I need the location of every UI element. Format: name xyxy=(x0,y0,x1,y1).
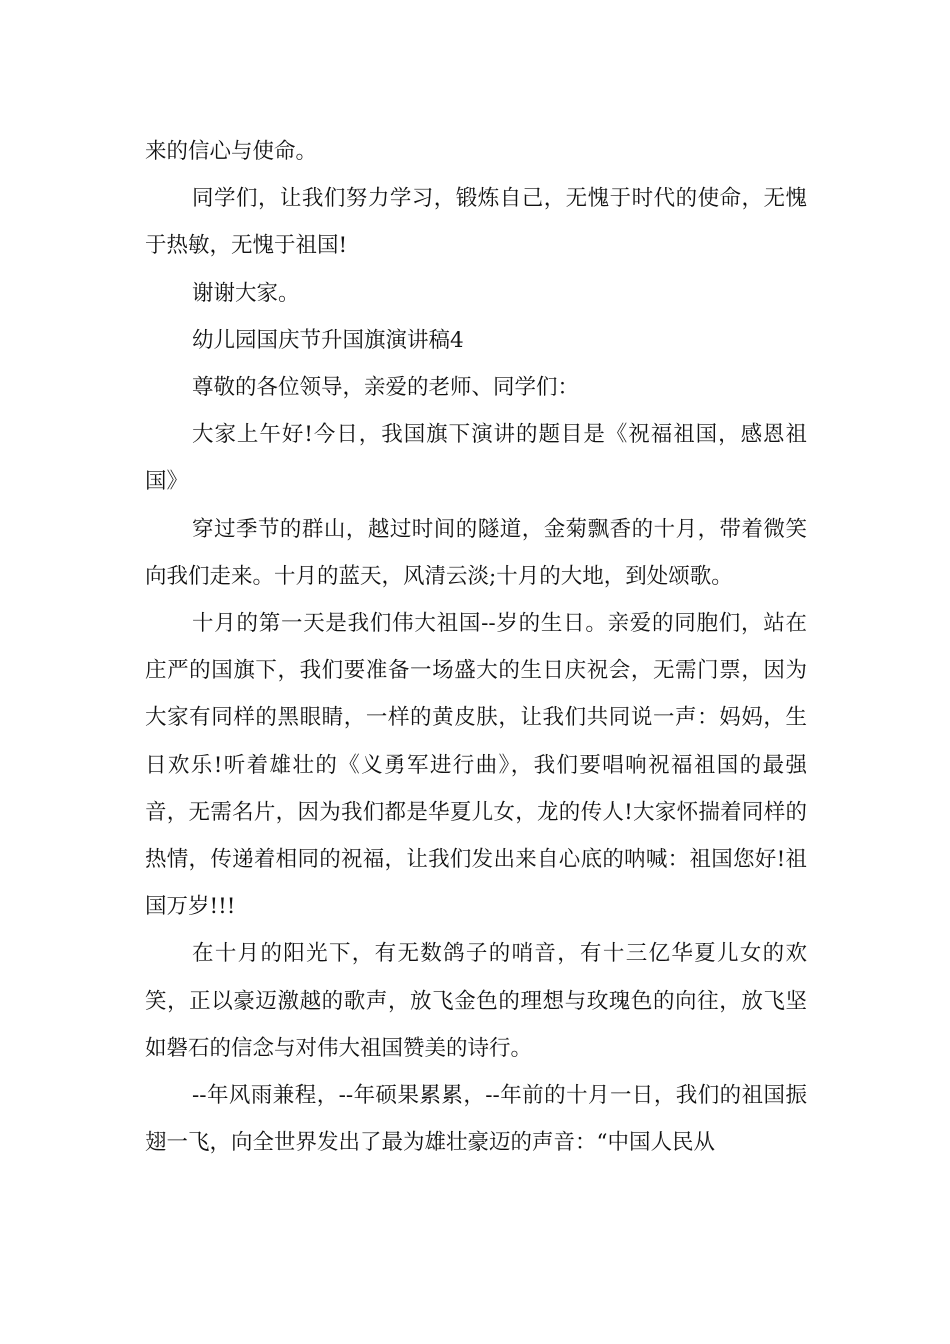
document-body xyxy=(145,128,807,1166)
paragraph-9: 在十月的阳光下，有无数鸽子的哨音，有十三亿华夏儿女的欢笑，正以豪迈激越的歌声，放飞金色的理想与玫瑰色的向往，放飞坚如磐石的信念与对伟大祖国赞美的诗行。 xyxy=(145,941,807,1061)
section-heading: 幼儿园国庆节升国旗演讲稿4 xyxy=(192,327,464,353)
paragraph-10: --年风雨兼程，--年硕果累累，--年前的十月一日，我们的祖国振翅一飞，向全世界发出了最为雄壮豪迈的声音：“中国人民从 xyxy=(145,1083,807,1156)
salutation: 尊敬的各位领导，亲爱的老师、同学们： xyxy=(192,375,580,401)
paragraph-1: 来的信心与使命。 xyxy=(145,139,318,164)
paragraph-7: 穿过季节的群山，越过时间的隧道，金菊飘香的十月，带着微笑向我们走来。十月的蓝天，风清云淡;十月的大地，到处颂歌。 xyxy=(145,516,807,589)
paragraph-6: 大家上午好!今日，我国旗下演讲的题目是《祝福祖国，感恩祖国》 xyxy=(145,422,807,495)
paragraph-3: 谢谢大家。 xyxy=(192,280,300,306)
paragraph-2: 同学们，让我们努力学习，锻炼自己，无愧于时代的使命，无愧于热敏，无愧于祖国! xyxy=(145,186,807,259)
paragraph-8: 十月的第一天是我们伟大祖国--岁的生日。亲爱的同胞们，站在庄严的国旗下，我们要准备一场盛大的生日庆祝会，无需门票，因为大家有同样的黑眼睛，一样的黄皮肤，让我们共同说一声：妈妈，生日欢乐!听着雄壮的《义勇军进行曲》，我们要唱响祝福祖国的最强音，无需名片，因为我们都是华夏儿女，龙的传人!大家怀揣着同样的热情，传递着相同的祝福，让我们发出来自心底的呐喊：祖国您好!祖国万岁!!! xyxy=(145,611,807,920)
